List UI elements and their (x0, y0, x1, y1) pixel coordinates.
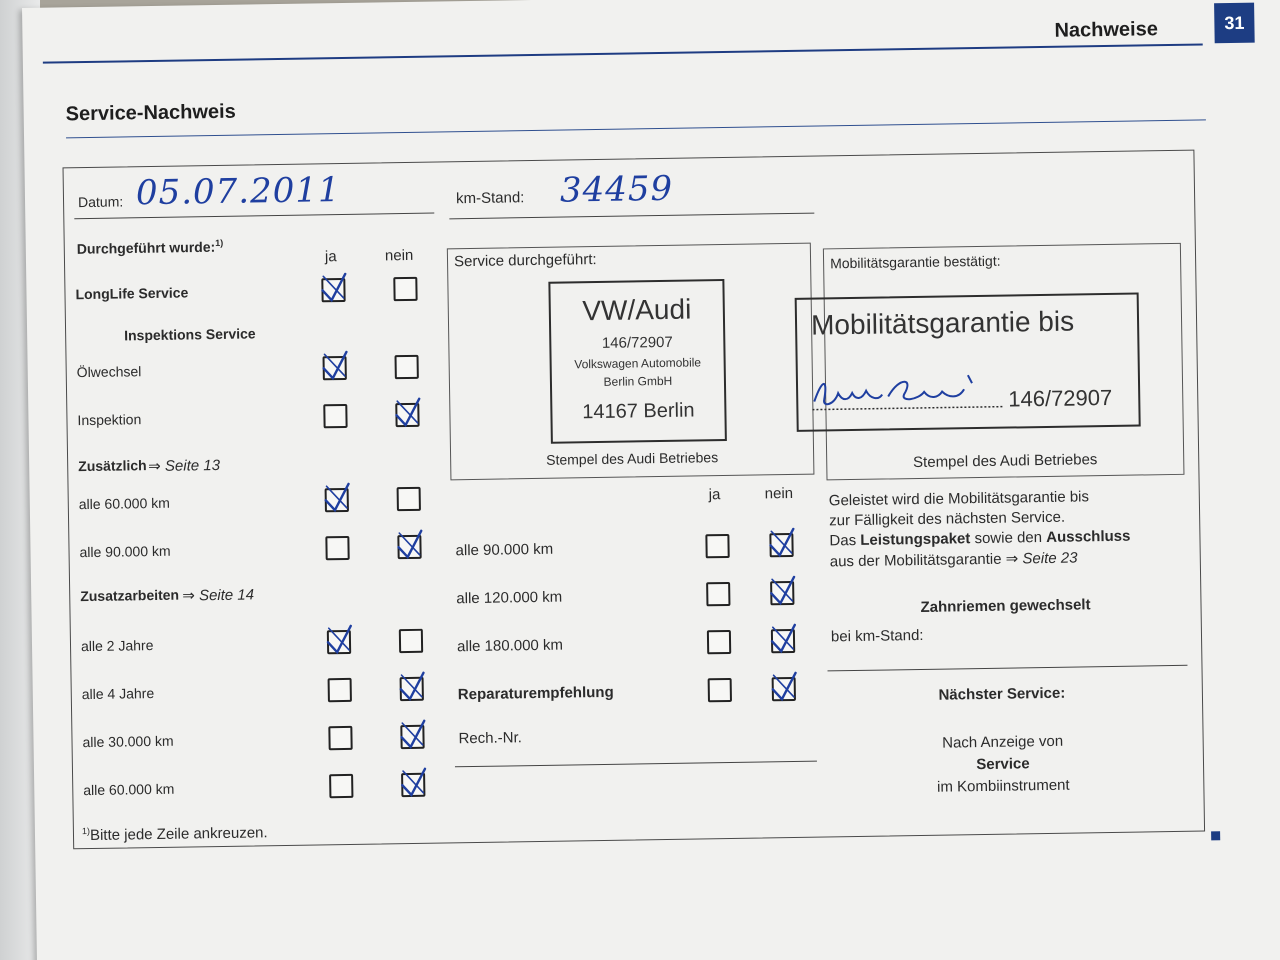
ja-checkbox-empty[interactable] (329, 774, 353, 798)
arrow-icon: ⇒ (182, 586, 195, 605)
ja-checkbox-checked[interactable] (325, 488, 349, 512)
mobility-text-line1: Geleistet wird die Mobilitätsgarantie bis (828, 488, 1090, 510)
page-title: Service-Nachweis (65, 100, 236, 126)
zahnriemen-rule (828, 665, 1188, 672)
stamp-brand: VW/Audi (582, 293, 692, 327)
service-book-page (22, 0, 1280, 960)
nein-checkbox-checked[interactable] (400, 725, 424, 749)
arrow-icon: ⇒ (148, 456, 161, 476)
datum-rule (74, 213, 434, 220)
left-row-label: LongLife Service (75, 284, 189, 303)
mid-row-label: Reparaturempfehlung (457, 683, 614, 704)
left-row-label: alle 2 Jahre (80, 637, 154, 655)
nein-checkbox-empty[interactable] (394, 355, 418, 379)
left-row-label: Inspektion (77, 411, 142, 429)
page-number: 31 (1214, 3, 1255, 44)
footnote: $^{1)}$Bitte jede Zeile ankreuzen. (81, 824, 268, 845)
nein-checkbox-checked[interactable] (772, 677, 796, 701)
stamp-company-line1: Volkswagen Automobile (574, 355, 702, 372)
ja-checkbox-checked[interactable] (321, 278, 345, 302)
naechster-service-line1: Nach Anzeige von (942, 732, 1064, 752)
ja-checkbox-empty[interactable] (328, 726, 352, 750)
left-row-label: alle 60.000 km (83, 780, 175, 799)
datum-value: 05.07.2011 (135, 170, 341, 214)
ja-checkbox-empty[interactable] (706, 582, 730, 606)
left-row-label: Ölwechsel (76, 363, 142, 381)
left-row-label: alle 30.000 km (82, 732, 174, 751)
nein-checkbox-checked[interactable] (397, 535, 421, 559)
section-header: Nachweise (1054, 18, 1159, 42)
km-stand-value: 34459 (559, 168, 674, 211)
naechster-service-line2: Service (976, 755, 1030, 774)
durchgefuehrt-label: Durchgeführt wurde:$^{1)}$ (76, 237, 224, 257)
nein-checkbox-empty[interactable] (397, 487, 421, 511)
left-row-label: Zusatzarbeiten (80, 586, 180, 605)
mobility-stamp-caption: Stempel des Audi Betriebes (912, 451, 1098, 472)
mobility-signature (808, 369, 1009, 412)
ja-checkbox-empty[interactable] (708, 678, 732, 702)
nein-checkbox-checked[interactable] (769, 533, 793, 557)
mobility-box-label: Mobilitätsgarantie bestätigt: (829, 252, 1001, 272)
left-row-label: alle 4 Jahre (81, 685, 155, 703)
ja-checkbox-empty[interactable] (328, 678, 352, 702)
mid-row-label: alle 90.000 km (455, 540, 554, 560)
nein-checkbox-checked[interactable] (771, 629, 795, 653)
mid-row-label: alle 120.000 km (456, 588, 563, 608)
ja-checkbox-empty[interactable] (707, 630, 731, 654)
nein-checkbox-checked[interactable] (400, 677, 424, 701)
left-row-page-ref: ⇒ Seite 14 (182, 586, 255, 605)
stamp-city: 14167 Berlin (582, 399, 695, 424)
end-marker (1211, 831, 1220, 840)
stamp-dealer-number: 146/72907 (601, 333, 673, 352)
mobility-stamp (795, 292, 1141, 431)
mobility-text-line4: aus der Mobilitätsgarantie ⇒ Seite 23 (829, 549, 1078, 571)
ja-header-left: ja (324, 248, 337, 266)
naechster-service-line3: im Kombiinstrument (936, 776, 1070, 796)
zahnriemen-km-label: bei km-Stand: (830, 626, 924, 646)
service-stamp-box (447, 243, 815, 481)
ja-header-mid: ja (708, 486, 721, 504)
mobility-stamp-box (810, 243, 1185, 481)
nein-checkbox-empty[interactable] (399, 629, 423, 653)
left-row-label: alle 90.000 km (79, 542, 171, 561)
stamp-company-line2: Berlin GmbH (603, 373, 673, 389)
rech-nr-rule (455, 761, 817, 768)
zahnriemen-title: Zahnriemen gewechselt (920, 596, 1091, 616)
nein-checkbox-empty[interactable] (393, 277, 417, 301)
service-stamp-caption: Stempel des Audi Betriebes (546, 449, 719, 468)
datum-label: Datum: (77, 193, 124, 211)
rech-nr-label: Rech.-Nr. (458, 729, 523, 748)
nein-checkbox-checked[interactable] (395, 403, 419, 427)
ja-checkbox-empty[interactable] (323, 404, 347, 428)
dealer-stamp (548, 279, 727, 444)
nein-checkbox-checked[interactable] (401, 773, 425, 797)
left-row-label: Zusätzlich (78, 457, 147, 475)
nein-header-mid: nein (764, 484, 794, 503)
left-row-page-ref: ⇒ Seite 13 (148, 456, 221, 476)
title-rule (66, 119, 1206, 138)
ja-checkbox-checked[interactable] (323, 356, 347, 380)
nein-checkbox-checked[interactable] (770, 581, 794, 605)
mobility-stamp-number: 146/72907 (1008, 384, 1113, 412)
mid-row-label: alle 180.000 km (456, 636, 564, 656)
mobility-text-line3: Das Leistungspaket sowie den Ausschluss (829, 527, 1131, 550)
km-stand-rule (449, 213, 814, 220)
nein-header-left: nein (384, 246, 414, 265)
naechster-service-title: Nächster Service: (938, 684, 1066, 704)
service-box-label: Service durchgeführt: (453, 251, 597, 271)
left-row-label: Inspektions Service (124, 325, 256, 344)
km-stand-label: km-Stand: (455, 189, 525, 208)
mobility-stamp-title: Mobilitätsgarantie bis (810, 305, 1075, 341)
ja-checkbox-empty[interactable] (705, 534, 729, 558)
left-row-label: alle 60.000 km (78, 494, 170, 513)
ja-checkbox-checked[interactable] (327, 630, 351, 654)
mobility-text-line2: zur Fälligkeit des nächsten Service. (829, 508, 1066, 530)
ja-checkbox-empty[interactable] (325, 536, 349, 560)
service-record-frame (63, 150, 1206, 850)
header-rule (43, 43, 1203, 63)
